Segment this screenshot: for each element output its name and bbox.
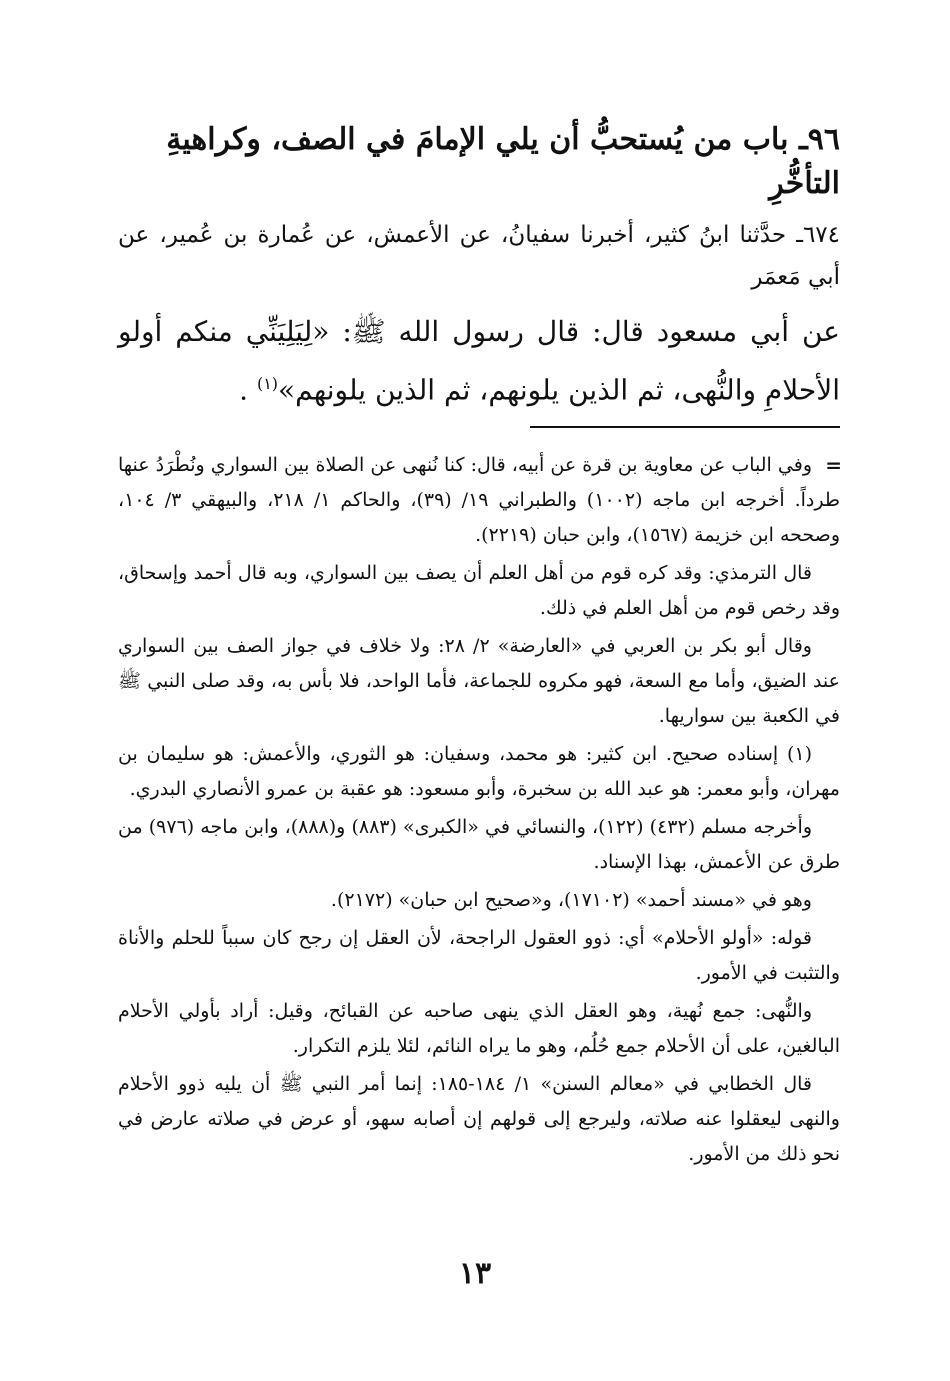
hadith-matn: عن أبي مسعود قال: قال رسول الله ﷺ: «لِيَلِيَنِّي منكم أولو الأحلامِ والنُّهى، ثم الذين يلونهم، ثم الذين يلونهم»: [118, 315, 841, 407]
footnote-paragraph: وأخرجه مسلم (٤٣٢) (١٢٢)، والنسائي في «الكبرى» (٨٨٣) و(٨٨٨)، وابن ماجه (٩٧٦) من طرق عن الأعمش، بهذا الإسناد.: [118, 816, 840, 874]
footnote-paragraph: [118, 448, 840, 553]
footnote-paragraph: وهو في «مسند أحمد» (١٧١٠٢)، و«صحيح ابن حبان» (٢١٧٢).: [330, 889, 812, 912]
footnote-ref: (١): [256, 374, 279, 393]
footnote-paragraph: قال الترمذي: وقد كره قوم من أهل العلم أن يصف بين السواري، وبه قال أحمد وإسحاق، وقد رخص قوم من أهل العلم في ذلك.: [118, 562, 840, 620]
footnote-text: وفي الباب عن معاوية بن قرة عن أبيه، قال: كنا نُنهى عن الصلاة بين السواري ونُطْرَدُ عنها طرداً. أخرجه ابن ماجه (١٠٠٢) والطبراني ١٩/ (٣٩)، والحاكم ١/ ٢١٨، والبيهقي ٣/ ١٠٤، وصححه ابن خزيمة (١٥٦٧)، وابن حبان (٢٢١٩).: [118, 454, 840, 547]
footnote-paragraph: قال الخطابي في «معالم السنن» ١/ ١٨٤-١٨٥: إنما أمر النبي ﷺ أن يليه ذوو الأحلام والنهى ليعقلوا عنه صلاته، وليرجع إلى قولهم إن أصابه سهو، أو عرض في صلاته عارض في نحو ذلك من الأمور.: [118, 1073, 840, 1166]
footnote-paragraph: وقال أبو بكر بن العربي في «العارضة» ٢/ ٢٨: ولا خلاف في جواز الصف بين السواري عند الضيق، وأما مع السعة، فهو مكروه للجماعة، فأما الواحد، فلا بأس به، وقد صلى النبي ﷺ في الكعبة بين سواريها.: [118, 635, 840, 728]
continuation-mark: =: [825, 453, 842, 478]
page-body: [118, 118, 840, 1175]
footnote-divider: [530, 426, 840, 428]
footnote-paragraph: قوله: «أولو الأحلام» أي: ذوو العقول الراجحة، لأن العقل إن رجح كان سبباً للحلم والأناة والتثبت في الأمور.: [118, 927, 840, 985]
footnotes: [118, 448, 840, 1172]
hadith-chain: ٦٧٤ـ حدَّثنا ابنُ كثير، أخبرنا سفيانُ، عن الأعمش، عن عُمارة بن عُمير، عن أبي مَعمَر: [118, 222, 840, 290]
hadith-end-mark: .: [239, 373, 249, 407]
page-number: ١٣: [458, 1256, 492, 1291]
footnote-paragraph: والنُّهى: جمع نُهية، وهو العقل الذي ينهى صاحبه عن القبائح، وقيل: أراد بأولي الأحلام البالغين، على أن الأحلام جمع حُلُم، وهو ما يراه النائم، لئلا يلزم التكرار.: [118, 1000, 840, 1058]
chapter-title: ٩٦ـ باب من يُستحبُّ أن يلي الإمامَ في الصف، وكراهيةِ التأخُّرِ: [166, 122, 840, 201]
footnote-paragraph: (١) إسناده صحيح. ابن كثير: هو محمد، وسفيان: هو الثوري، والأعمش: هو سليمان بن مهران، وأبو معمر: هو عبد الله بن سخبرة، وأبو مسعود: هو عقبة بن عمرو الأنصاري البدري.: [118, 743, 840, 801]
hadith-text: [118, 306, 840, 416]
